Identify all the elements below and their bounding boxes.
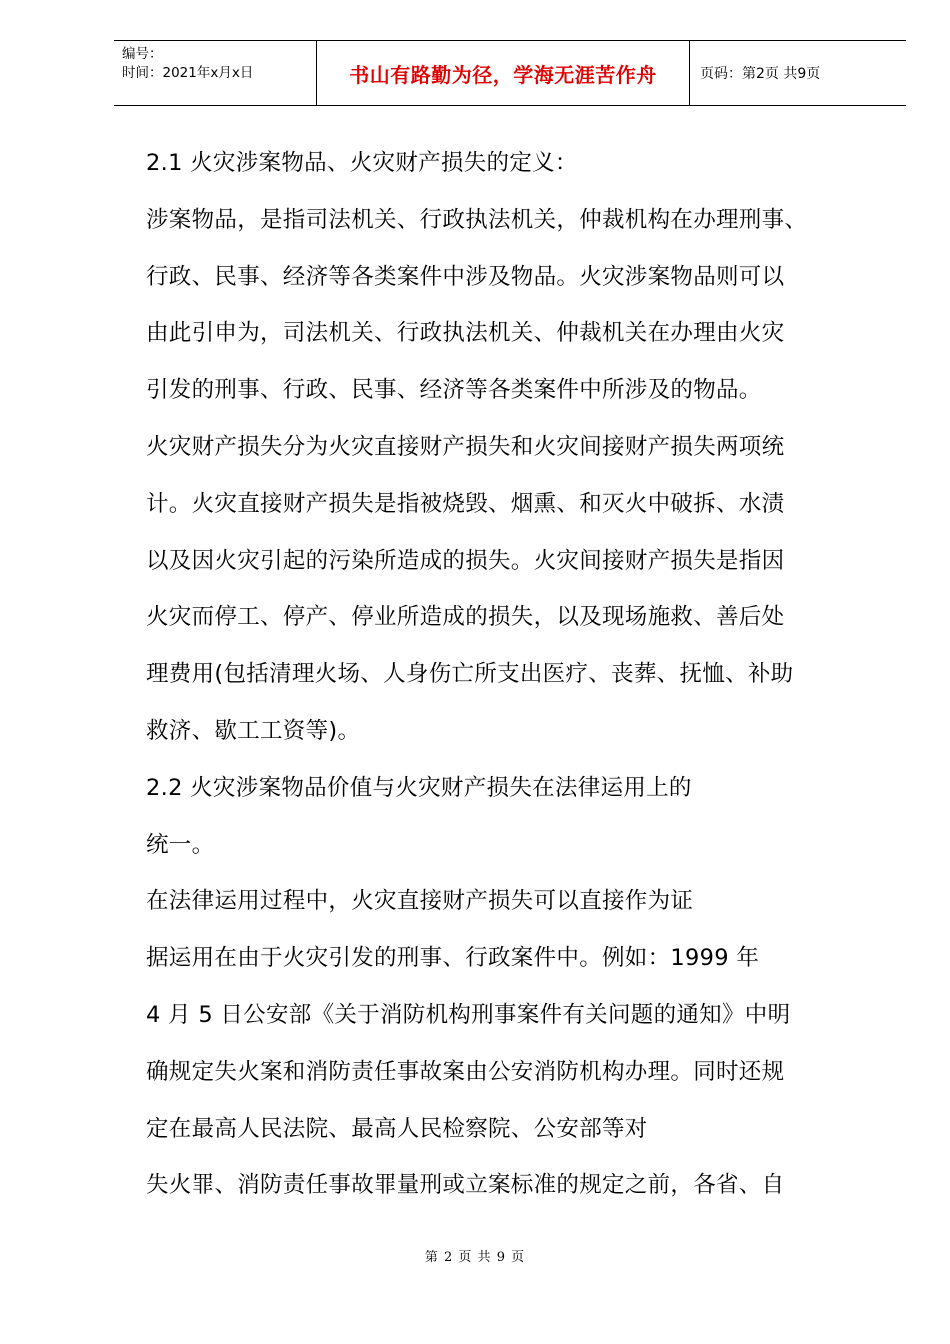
body-line: 引发的刑事、行政、民事、经济等各类案件中所涉及的物品。 bbox=[146, 377, 762, 404]
header-motto: 书山有路勤为径，学海无涯苦作舟 bbox=[316, 41, 690, 105]
document-number-label: 编号： bbox=[122, 46, 163, 62]
body-line: 统一。 bbox=[146, 831, 215, 858]
page-footer: 第 2 页 共 9 页 bbox=[424, 1250, 526, 1265]
body-line: 涉案物品，是指司法机关、行政执法机关，仲裁机构在办理刑事、 bbox=[146, 206, 808, 233]
document-time: 时间：2021年x月x日 bbox=[122, 65, 254, 81]
section-heading-2-2: 2.2 火灾涉案物品价值与火灾财产损失在法律运用上的 bbox=[146, 774, 692, 801]
body-line: 以及因火灾引起的污染所造成的损失。火灾间接财产损失是指因 bbox=[146, 547, 785, 574]
body-line: 救济、歇工工资等)。 bbox=[146, 717, 361, 744]
body-line: 定在最高人民法院、最高人民检察院、公安部等对 bbox=[146, 1115, 648, 1142]
body-line: 火灾而停工、停产、停业所造成的损失，以及现场施救、善后处 bbox=[146, 604, 785, 631]
page-header bbox=[114, 40, 906, 106]
body-line: 行政、民事、经济等各类案件中涉及物品。火灾涉案物品则可以 bbox=[146, 263, 785, 290]
body-line: 据运用在由于火灾引发的刑事、行政案件中。例如：1999 年 bbox=[146, 945, 760, 972]
body-line: 理费用(包括清理火场、人身伤亡所支出医疗、丧葬、抚恤、补助 bbox=[146, 661, 794, 688]
body-line: 由此引申为，司法机关、行政执法机关、仲裁机关在办理由火灾 bbox=[146, 320, 785, 347]
body-line: 4 月 5 日公安部《关于消防机构刑事案件有关问题的通知》中明 bbox=[146, 1001, 791, 1028]
document-body bbox=[146, 143, 886, 1222]
body-line: 火灾财产损失分为火灾直接财产损失和火灾间接财产损失两项统 bbox=[146, 433, 785, 460]
header-page-info: 页码：第2页 共9页 bbox=[700, 66, 821, 82]
body-line: 计。火灾直接财产损失是指被烧毁、烟熏、和灭火中破拆、水渍 bbox=[146, 490, 785, 517]
body-line: 确规定失火案和消防责任事故案由公安消防机构办理。同时还规 bbox=[146, 1058, 785, 1085]
header-meta bbox=[114, 41, 316, 105]
body-line: 失火罪、消防责任事故罪量刑或立案标准的规定之前，各省、自 bbox=[146, 1172, 785, 1199]
section-heading-2-1: 2.1 火灾涉案物品、火灾财产损失的定义： bbox=[146, 150, 578, 176]
body-line: 在法律运用过程中，火灾直接财产损失可以直接作为证 bbox=[146, 888, 694, 915]
